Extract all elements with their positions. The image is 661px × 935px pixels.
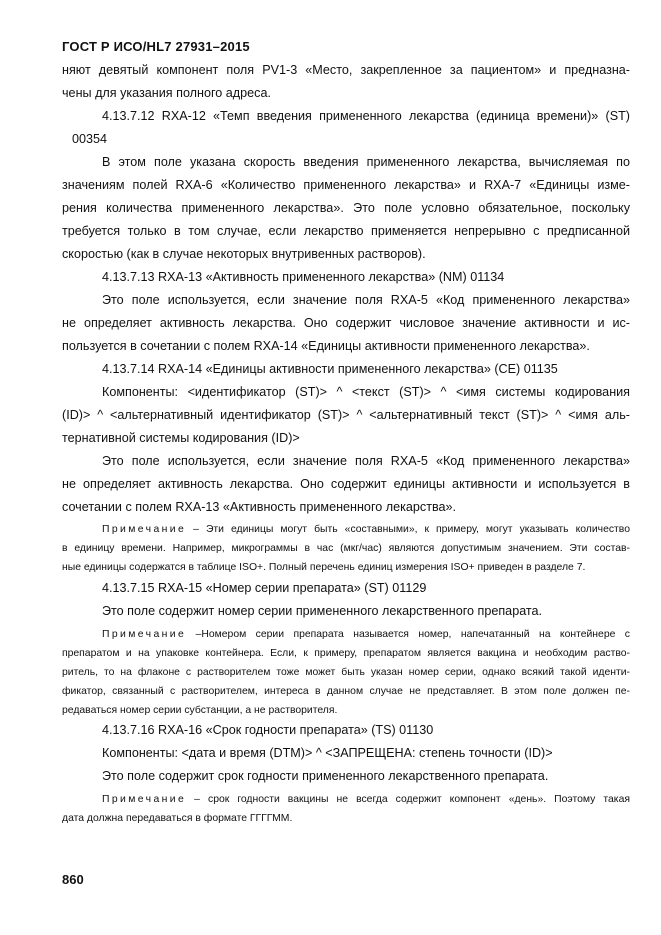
text-line: чены для указания полного адреса. [62,86,271,100]
text-line: не определяет активность лекарства. Оно содержит числовое значение активности и ис- [62,316,630,330]
note-line: ритель, то на флаконе с растворителем тоже может быть указан номер серии, однако всякий такой иденти- [62,667,630,678]
text-line: сочетании с полем RXA-13 «Активность примененного лекарства». [62,500,457,514]
text-line: значениям полей RXA-6 «Количество примененного лекарства» и RXA-7 «Единицы изме- [62,178,630,192]
text-line: скоростью (как в случае некоторых внутривенных растворов). [62,247,426,261]
note-text: – Эти единицы могут быть «составными», к примеру, могут указывать количество [186,524,630,535]
note-line: редаваться номер серии субстанции, а не растворителя. [62,705,338,716]
note-text: –Номером серии препарата называется номер, напечатанный на контейнере с [186,629,630,640]
text-line: Компоненты: <дата и время (DTM)> ^ <ЗАПРЕЩЕНА: степень точности (ID)> [102,746,553,760]
note-line: в единицу времени. Например, микрограммы в час (мкг/час) являются допустимым значением. Эти состав- [62,543,630,554]
section-heading: 00354 [72,132,108,146]
text-line: няют девятый компонент поля PV1-3 «Место, закрепленное за пациентом» и предназна- [62,63,630,77]
section-heading: 4.13.7.12 RXA-12 «Темп введения примененного лекарства (единица времени)» (ST) [102,109,630,123]
text-line: Это поле содержит номер серии примененного лекарственного препарата. [102,604,543,618]
document-header: ГОСТ Р ИСО/HL7 27931–2015 [62,39,250,54]
note-line: фикатор, связанный с растворителем, интереса в данном случае не представляет. В этом поле должен пе- [62,686,630,697]
note-label: Примечание [102,524,187,535]
text-line: Это поле используется, если значение поля RXA-5 «Код примененного лекарства» [102,293,630,307]
note-label: Примечание [102,629,187,640]
note-line [102,627,630,643]
note-label: Примечание [102,794,187,805]
text-line: (ID)> ^ <альтернативный идентификатор (ST)> ^ <альтернативный текст (ST)> ^ <имя аль- [62,408,630,422]
text-line: не определяет активность лекарства. Оно содержит единицы активности и используется в [62,477,630,491]
text-line: Компоненты: <идентификатор (ST)> ^ <текст (ST)> ^ <имя системы кодирования [102,385,630,399]
note-line [102,522,630,538]
text-line: В этом поле указана скорость введения примененного лекарства, вычисляемая по [102,155,630,169]
note-line: препаратом и на упаковке контейнера. Если, к примеру, препаратом является вакцина и необходим раство- [62,648,630,659]
text-line: Это поле используется, если значение поля RXA-5 «Код примененного лекарства» [102,454,630,468]
section-heading: 4.13.7.15 RXA-15 «Номер серии препарата» (ST) 01129 [102,581,427,595]
note-line [102,792,630,808]
text-line: Это поле содержит срок годности примененного лекарственного препарата. [102,769,549,783]
note-line: дата должна передаваться в формате ГГГГММ. [62,813,293,824]
text-line: тернативной системы кодирования (ID)> [62,431,300,445]
note-text: – срок годности вакцины не всегда содержит компонент «день». Поэтому такая [186,794,630,805]
text-line: пользуется в сочетании с полем RXA-14 «Единицы активности примененного лекарства». [62,339,590,353]
section-heading: 4.13.7.13 RXA-13 «Активность примененного лекарства» (NM) 01134 [102,270,505,284]
section-heading: 4.13.7.14 RXA-14 «Единицы активности примененного лекарства» (CE) 01135 [102,362,558,376]
section-heading: 4.13.7.16 RXA-16 «Срок годности препарата» (TS) 01130 [102,723,434,737]
note-line: ные единицы содержатся в таблице ISO+. Полный перечень единиц измерения ISO+ приведен в разделе 7. [62,562,586,573]
text-line: рения количества примененного лекарства». Это поле условно обязательное, поскольку [62,201,630,215]
page-number: 860 [62,872,84,887]
text-line: требуется только в том случае, если лекарство применяется непрерывно с предписанной [62,224,630,238]
